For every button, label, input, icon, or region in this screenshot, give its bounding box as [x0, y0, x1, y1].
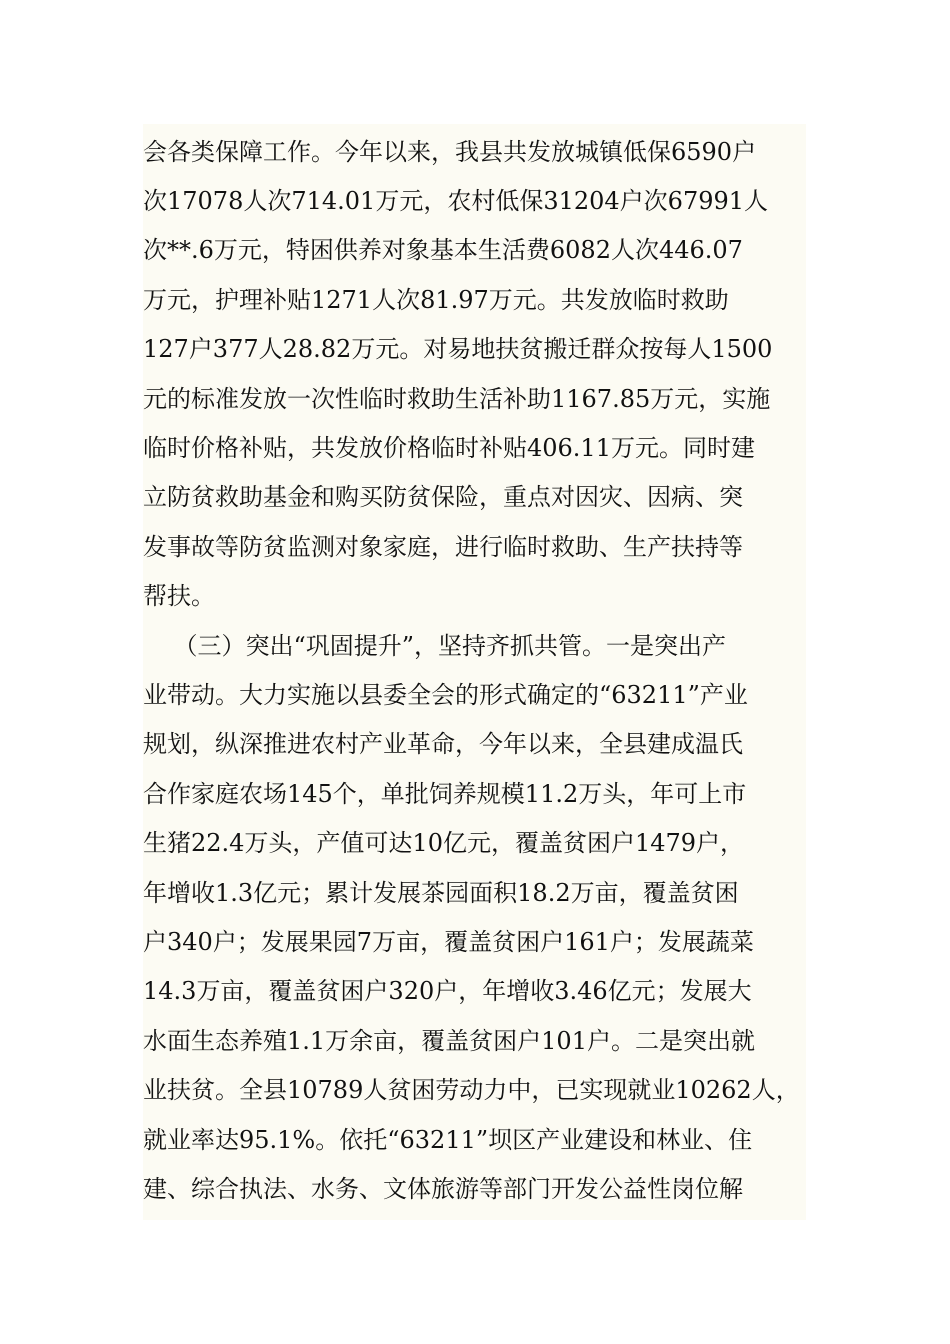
text-line-22: 建、综合执法、水务、文体旅游等部门开发公益性岗位解 — [143, 1175, 743, 1203]
text-line-6: 元的标准发放一次性临时救助生活补助1167.85万元，实施 — [143, 385, 771, 413]
text-line-18: 14.3万亩，覆盖贫困户320户，年增收3.46亿元；发展大 — [143, 977, 752, 1005]
text-line-15: 生猪22.4万头，产值可达10亿元，覆盖贫困户1479户， — [143, 829, 745, 857]
text-line-4: 万元，护理补贴1271人次81.97万元。共发放临时救助 — [143, 286, 729, 314]
text-line-14: 合作家庭农场145个，单批饲养规模11.2万头，年可上市 — [143, 780, 747, 808]
text-line-20: 业扶贫。全县10789人贫困劳动力中，已实现就业10262人， — [143, 1076, 800, 1104]
text-line-9: 发事故等防贫监测对象家庭，进行临时救助、生产扶持等 — [143, 533, 743, 561]
text-line-11: （三）突出“巩固提升”，坚持齐抓共管。一是突出产 — [143, 632, 727, 660]
text-line-19: 水面生态养殖1.1万余亩，覆盖贫困户101户。二是突出就 — [143, 1027, 755, 1055]
text-line-5: 127户377人28.82万元。对易地扶贫搬迁群众按每人1500 — [143, 335, 773, 363]
text-line-13: 规划，纵深推进农村产业革命，今年以来，全县建成温氏 — [143, 730, 743, 758]
text-line-16: 年增收1.3亿元；累计发展茶园面积18.2万亩，覆盖贫困 — [143, 879, 739, 907]
text-line-21: 就业率达95.1%。依托“63211”坝区产业建设和林业、住 — [143, 1126, 753, 1154]
text-line-3: 次**.6万元，特困供养对象基本生活费6082人次446.07 — [143, 236, 743, 264]
text-line-8: 立防贫救助基金和购买防贫保险，重点对因灾、因病、突 — [143, 483, 743, 511]
text-line-12: 业带动。大力实施以县委全会的形式确定的“63211”产业 — [143, 681, 748, 709]
text-line-7: 临时价格补贴，共发放价格临时补贴406.11万元。同时建 — [143, 434, 755, 462]
text-line-2: 次17078人次714.01万元，农村低保31204户次67991人 — [143, 187, 769, 215]
document-body — [143, 124, 806, 1220]
text-line-17: 户340户；发展果园7万亩，覆盖贫困户161户；发展蔬菜 — [143, 928, 754, 956]
text-line-1: 会各类保障工作。今年以来，我县共发放城镇低保6590户 — [143, 138, 757, 166]
text-line-10: 帮扶。 — [143, 582, 215, 610]
